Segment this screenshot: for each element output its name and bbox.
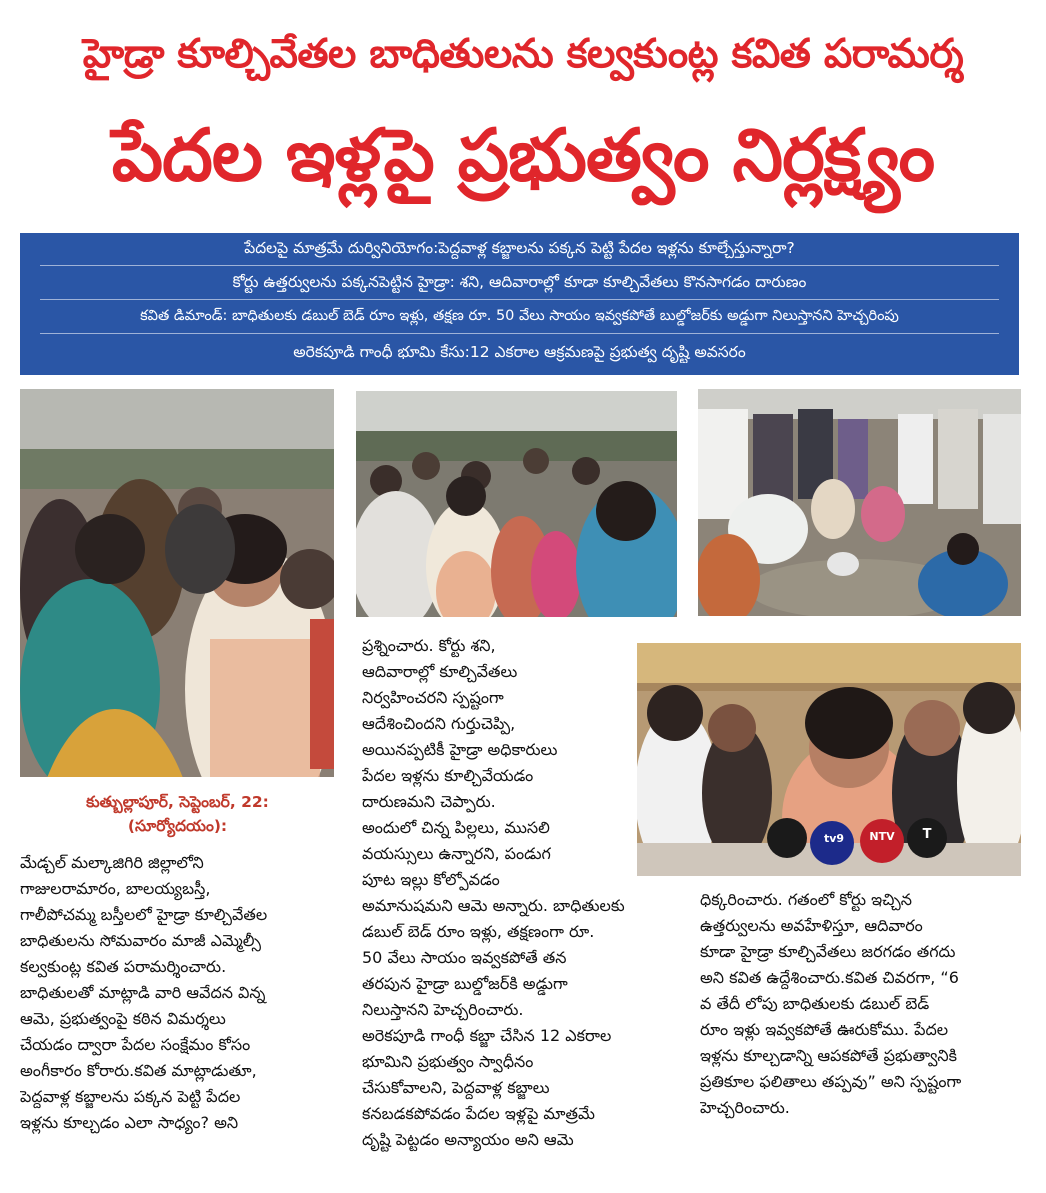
- dateline-source: (సూర్యోదయం):: [127, 817, 228, 835]
- article-line: అంగీకారం కోరారు.కవిత మాట్లాడుతూ,: [20, 1061, 257, 1080]
- article-line: ధిక్కరించారు. గతంలో కోర్టు ఇచ్చిన: [700, 890, 913, 909]
- article-line: నిలుస్తానని హెచ్చరించారు.: [362, 1000, 524, 1019]
- article-line: వయస్సులు ఉన్నారని, పండుగ: [362, 844, 551, 863]
- article-line: మేడ్చల్ మల్కాజిగిరి జిల్లాలోని: [20, 853, 204, 872]
- dateline-place-date: కుత్బుల్లాపూర్, సెప్టెంబర్, 22:: [86, 793, 269, 811]
- article-line: ఇళ్లను కూల్చడం ఎలా సాధ్యం? అని: [20, 1113, 239, 1132]
- article-line: ఉత్తర్వులను అవహేళిస్తూ, ఆదివారం: [700, 916, 923, 935]
- article-line: చేయడం ద్వారా పేదల సంక్షేమం కోసం: [20, 1035, 251, 1054]
- kicker-headline: హైడ్రా కూల్చివేతల బాధితులను కల్వకుంట్ల కవిత పరామర్శ: [82, 31, 964, 77]
- article-line: హెచ్చరించారు.: [700, 1098, 790, 1117]
- article-line: గాలీపోచమ్మ బస్తీలలో హైడ్రా కూల్చివేతల: [20, 905, 268, 924]
- article-line: అయినప్పటికీ హైడ్రా అధికారులు: [362, 740, 558, 759]
- article-line: భూమిని ప్రభుత్వం స్వాధీనం: [362, 1052, 534, 1071]
- article-line: పూట ఇల్లు కోల్పోవడం: [362, 870, 500, 889]
- article-column-1: [20, 850, 338, 1170]
- article-line: పేదల ఇళ్లను కూల్చివేయడం: [362, 766, 534, 785]
- article-line: కూడా హైడ్రా కూల్చివేతలు జరగడం తగదు: [700, 942, 956, 961]
- article-line: 50 వేలు సాయం ఇవ్వకపోతే తన: [362, 948, 567, 967]
- deck-line: పేదలపై మాత్రమే దుర్వినియోగం:పెద్దవాళ్ల కబ్జాలను పక్కన పెట్టి పేదల ఇళ్లను కూల్చేస్తున్నారా?: [244, 239, 795, 257]
- article-line: అమానుషమని ఆమె అన్నారు. బాధితులకు: [362, 896, 625, 915]
- article-line: ఆమె, ప్రభుత్వంపై కఠిన విమర్శలు: [20, 1009, 226, 1028]
- deck-line: అరెకపూడి గాంధీ భూమి కేసు:12 ఎకరాల ఆక్రమణపై ప్రభుత్వ దృష్టి అవసరం: [293, 343, 746, 361]
- article-line: గాజులరామారం, బాలయ్యబస్తీ,: [20, 879, 211, 898]
- article-line: వ తేదీ లోపు బాధితులకు డబుల్ బెడ్: [700, 994, 930, 1013]
- article-line: బాధితులను సోమవారం మాజీ ఎమ్మెల్సీ: [20, 931, 261, 950]
- news-photo: [20, 389, 334, 777]
- article-line: పెద్దవాళ్ల కబ్జాలను పక్కన పెట్టి పేదల: [20, 1087, 241, 1106]
- article-line: అందులో చిన్న పిల్లలు, ముసలి: [362, 818, 550, 837]
- article-column-2: [362, 633, 630, 1173]
- article-line: చేసుకోవాలని, పెద్దవాళ్ల కబ్జాలు: [362, 1078, 550, 1097]
- article-line: ప్రశ్నించారు. కోర్టు శని,: [362, 636, 496, 655]
- article-line: ఆదేశించిందని గుర్తుచెప్పి,: [362, 714, 516, 733]
- news-photo: [637, 643, 1021, 876]
- dateline: [20, 790, 335, 838]
- article-line: కనబడకపోవడం పేదల ఇళ్లపై మాత్రమే: [362, 1104, 595, 1123]
- article-line: తరపున హైడ్రా బుల్డోజర్‌కి అడ్డుగా: [362, 974, 568, 993]
- article-line: ఇళ్లను కూల్చడాన్ని ఆపకపోతే ప్రభుత్వానికి: [700, 1046, 957, 1065]
- article-line: డబుల్ బెడ్ రూం ఇళ్లు, తక్షణంగా రూ.: [362, 922, 595, 941]
- deck-box: [20, 233, 1019, 375]
- article-line: ప్రతికూల ఫలితాలు తప్పవు” అని స్పష్టంగా: [700, 1072, 962, 1091]
- mic-logo: NTV: [869, 830, 895, 843]
- main-headline: పేదల ఇళ్లపై ప్రభుత్వం నిర్లక్ష్యం: [111, 113, 935, 197]
- mic-logo: T: [922, 827, 932, 842]
- article-line: దృష్టి పెట్టడం అన్యాయం అని ఆమె: [362, 1130, 574, 1149]
- article-line: ఆదివారాల్లో కూల్చివేతలు: [362, 662, 518, 681]
- article-line: కల్వకుంట్ల కవిత పరామర్శించారు.: [20, 957, 227, 976]
- news-photo: [356, 391, 677, 617]
- article-column-3: [700, 887, 1025, 1137]
- article-line: రూం ఇళ్లు ఇవ్వకపోతే ఊరుకోము. పేదల: [700, 1020, 949, 1039]
- article-line: అరెకపూడి గాంధీ కబ్జా చేసిన 12 ఎకరాల: [362, 1026, 612, 1045]
- mic-logo: tv9: [823, 832, 845, 845]
- article-line: దారుణమని చెప్పారు.: [362, 792, 496, 811]
- article-line: బాధితులతో మాట్లాడి వారి ఆవేదన విన్న: [20, 983, 266, 1002]
- news-photo: [698, 389, 1021, 616]
- deck-line: కవిత డిమాండ్: బాధితులకు డబుల్ బెడ్ రూం ఇళ్లు, తక్షణ రూ. 50 వేలు సాయం ఇవ్వకపోతే బుల్డోజర్‌కు అడ్డుగా నిలుస్తానని హెచ్చరింపు: [140, 308, 899, 324]
- article-line: నిర్వహించరని స్పష్టంగా: [362, 688, 504, 707]
- article-line: అని కవిత ఉద్దేశించారు.కవిత చివరగా, “6: [700, 968, 959, 987]
- deck-line: కోర్టు ఉత్తర్వులను పక్కనపెట్టిన హైడ్రా: శని, ఆదివారాల్లో కూడా కూల్చివేతలు కొనసాగడం దారుణం: [232, 273, 807, 291]
